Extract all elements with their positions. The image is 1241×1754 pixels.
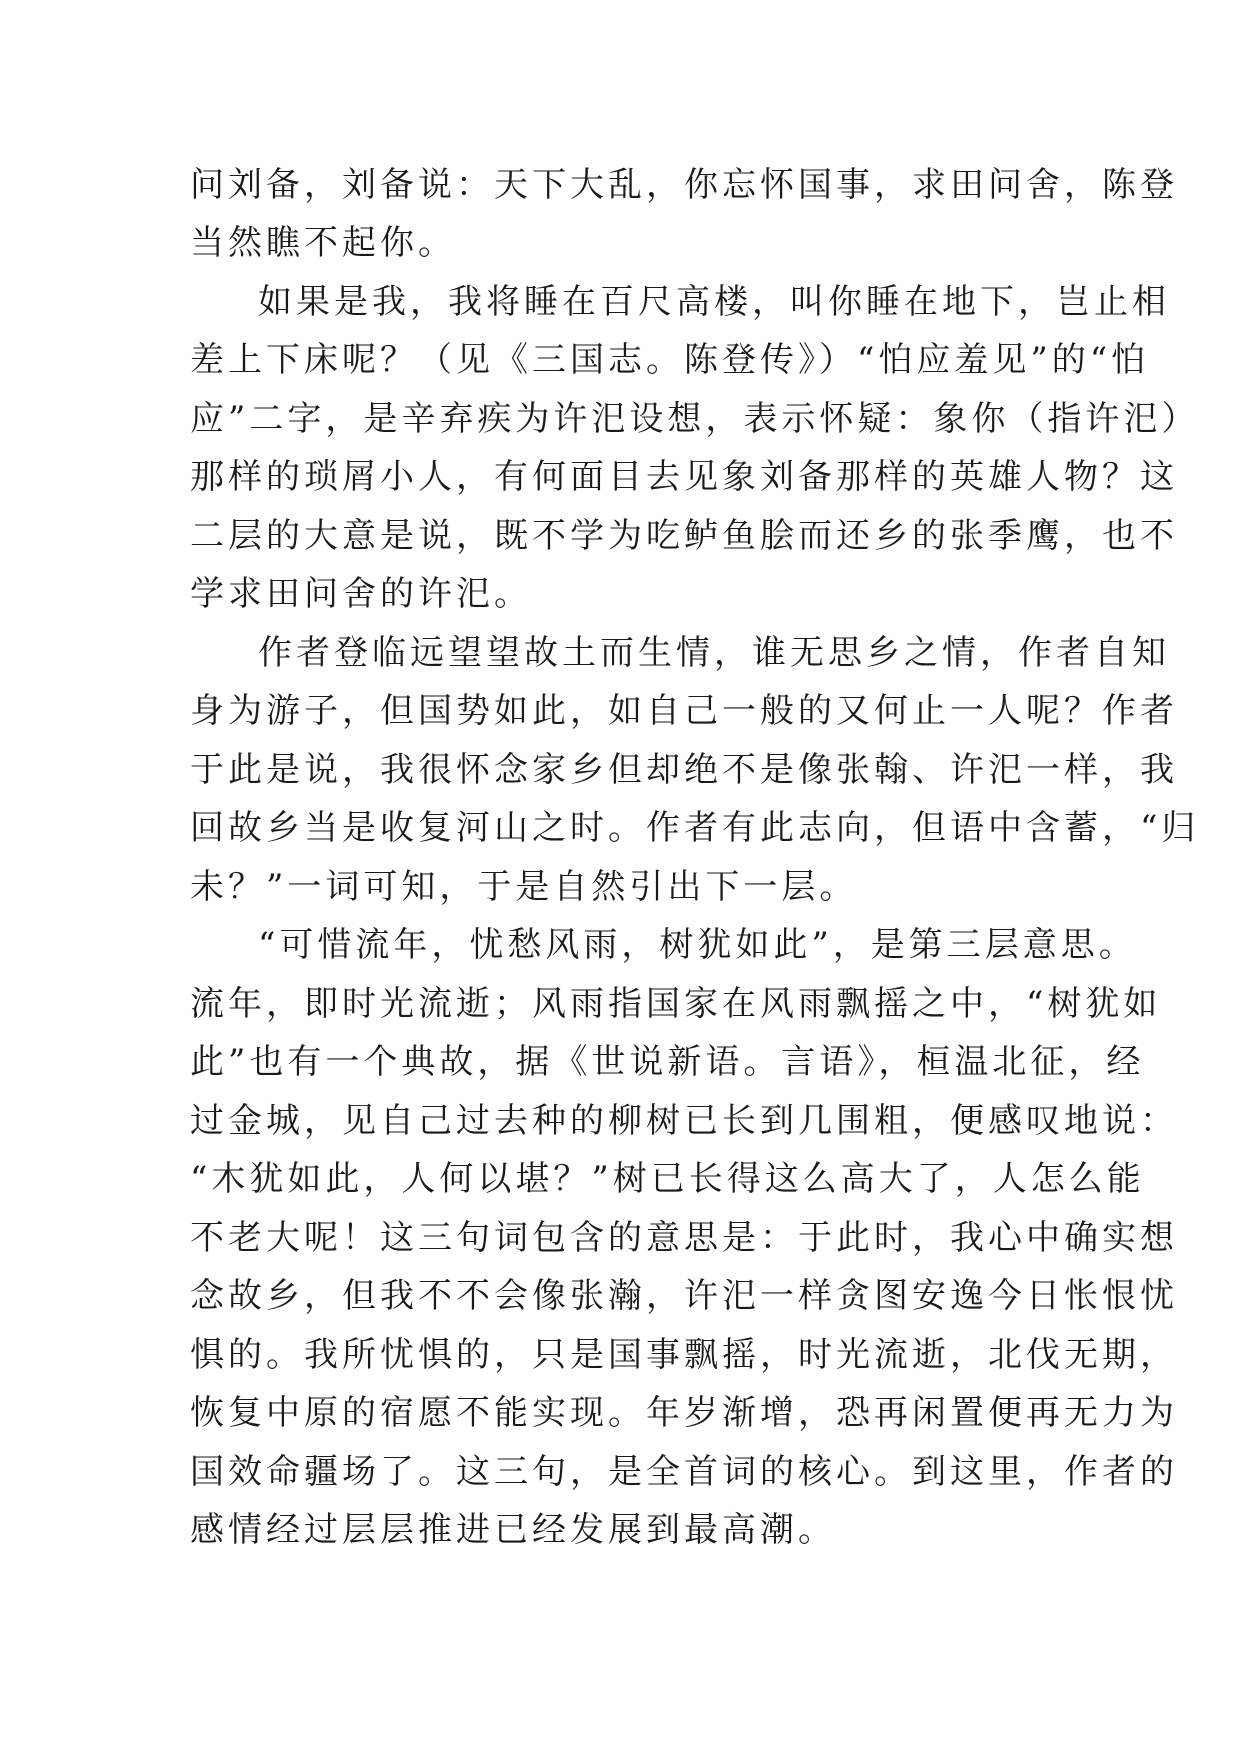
text-line: 此”也有一个典故，据《世说新语。言语》，桓温北征，经 bbox=[190, 1042, 1145, 1082]
text-line: 未？”一词可知，于是自然引出下一层。 bbox=[190, 867, 858, 907]
text-line: 过金城，见自己过去种的柳树已长到几围粗，便感叹地说： bbox=[190, 1101, 1178, 1141]
paragraph-start-line: 作者登临远望望故土而生情，谁无思乡之情，作者自知 bbox=[258, 633, 1170, 673]
paragraph-start-line: 如果是我，我将睡在百尺高楼，叫你睡在地下，岂止相 bbox=[258, 282, 1170, 322]
text-line: “木犹如此，人何以堪？”树已长得这么高大了，人怎么能 bbox=[190, 1159, 1145, 1199]
text-line: 应”二字，是辛弃疾为许汜设想，表示怀疑：象你（指许汜） bbox=[190, 399, 1200, 439]
text-line: 流年，即时光流逝；风雨指国家在风雨飘摇之中，“树犹如 bbox=[190, 984, 1162, 1024]
text-line: 恢复中原的宿愿不能实现。年岁渐增，恐再闲置便再无力为 bbox=[190, 1393, 1178, 1433]
text-line: 于此是说，我很怀念家乡但却绝不是像张翰、许汜一样，我 bbox=[190, 750, 1178, 790]
text-line: 那样的琐屑小人，有何面目去见象刘备那样的英雄人物？这 bbox=[190, 457, 1178, 497]
text-line: 当然瞧不起你。 bbox=[190, 223, 456, 263]
text-line: 二层的大意是说，既不学为吃鲈鱼脍而还乡的张季鹰，也不 bbox=[190, 516, 1178, 556]
text-line: 问刘备，刘备说：天下大乱，你忘怀国事，求田问舍，陈登 bbox=[190, 165, 1178, 205]
text-line: 回故乡当是收复河山之时。作者有此志向，但语中含蓄，“归 bbox=[190, 808, 1200, 848]
text-line: 不老大呢！这三句词包含的意思是：于此时，我心中确实想 bbox=[190, 1218, 1178, 1258]
text-line: 身为游子，但国势如此，如自己一般的又何止一人呢？作者 bbox=[190, 691, 1178, 731]
text-line: 念故乡，但我不不会像张瀚，许汜一样贪图安逸今日怅恨忧 bbox=[190, 1276, 1178, 1316]
text-line: 差上下床呢？（见《三国志。陈登传》）“怕应羞见”的“怕 bbox=[190, 340, 1150, 380]
text-line: 学求田问舍的许汜。 bbox=[190, 574, 532, 614]
paragraph-start-line: “可惜流年，忧愁风雨，树犹如此”，是第三层意思。 bbox=[258, 925, 1137, 965]
text-line: 惧的。我所忧惧的，只是国事飘摇，时光流逝，北伐无期， bbox=[190, 1335, 1178, 1375]
text-line: 国效命疆场了。这三句，是全首词的核心。到这里，作者的 bbox=[190, 1452, 1178, 1492]
text-line: 感情经过层层推进已经发展到最高潮。 bbox=[190, 1510, 836, 1550]
